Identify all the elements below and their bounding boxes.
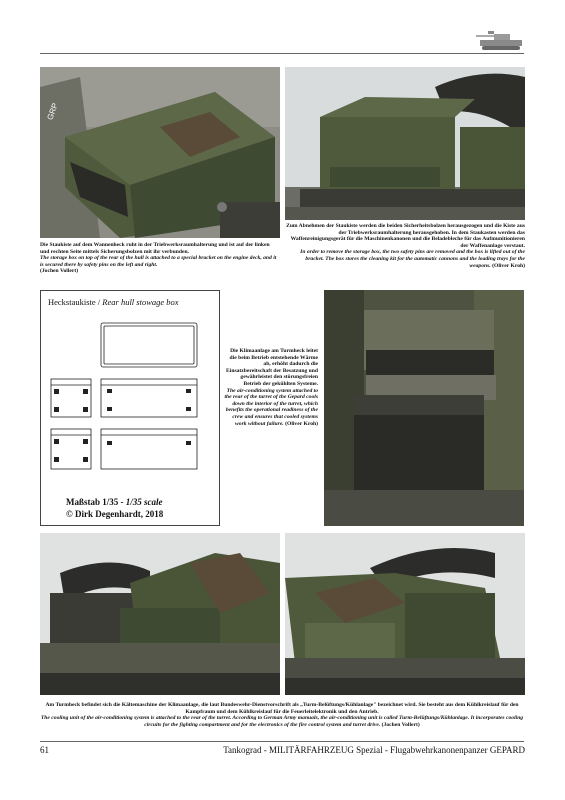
scale-de: Maßstab 1/35 -	[66, 497, 126, 507]
scale-drawing-rear-hull-box	[40, 290, 220, 526]
drawing-copyright: © Dirk Degenhardt, 2018	[66, 509, 164, 519]
scale-en: 1/35 scale	[125, 497, 163, 507]
photo-turret-rear-right	[285, 533, 525, 695]
footer-rule	[40, 741, 524, 742]
photo-credit: (Oliver Kroh)	[285, 420, 318, 427]
caption-storage-box-hull	[40, 242, 280, 275]
drawing-title-de: Heckstaukiste /	[48, 297, 103, 307]
caption-en	[285, 249, 525, 269]
caption-de: Zum Abnehmen der Staukiste werden die beiden Sicherheitsbolzen herausgezogen und die Kiste aus der Triebwerksraumhalterung herausgehoben. In dem Staukasten werden das Waffenreinigungsgerät für die Maschinenkanonen und die Beladebleche für das Aufmunitionieren der Waffenanlage verstaut.	[286, 223, 525, 249]
photo-storage-box-hull	[40, 67, 280, 238]
caption-en-text: In order to remove the storage box, the two safety pins are removed and the box is lifted out of the bracket. The box stores the cleaning kit for the automatic cannons and the loading trays for the weapons.	[300, 249, 525, 269]
photo-credit: (Oliver Kroh)	[492, 262, 525, 269]
photo-credit: (Jochen Vollert)	[40, 268, 79, 275]
photo-storage-box-removed	[285, 67, 525, 220]
running-title: Tankograd - MILITÄRFAHRZEUG Spezial - Flugabwehrkanonenpanzer GEPARD	[223, 745, 525, 755]
caption-en	[40, 715, 524, 728]
drawing-title-en: Rear hull stowage box	[102, 297, 179, 307]
caption-air-conditioning	[222, 348, 318, 427]
caption-en-text: The air-conditioning system attached to the rear of the turret of the Gepard cools down the interior of the turret, which benefits the operational readiness of the crew and ensures that cooled systems work without failure.	[224, 387, 318, 427]
header-rule	[40, 53, 524, 54]
caption-de: Am Turmheck befindet sich die Kältemaschine der Klimaanlage, die laut Bundeswehr-Dienstvorschrift als „Turm-Belüftungs/Kühlanlage" bezeichnet wird. Sie besteht aus dem Kühlkreislauf für den Kampfraum und dem Kühlkreislauf für die Feuerleitelektronik und den Antrieb.	[45, 702, 519, 715]
plate-text: GRP	[45, 101, 60, 122]
caption-en-text: The cooling unit of the air-conditioning system is attached to the rear of the turret. According to German Army manuals, the air-conditioning unit is called Turm-Belüftungs/Kühlanlage. It incorporates cooling circuits for the fighting compartment and for the electronics of the fire control system and turret drive.	[40, 715, 524, 728]
photo-credit: (Jochen Vollert)	[381, 721, 420, 728]
drawing-scale	[66, 496, 163, 520]
caption-turret-cooling-unit	[40, 702, 524, 728]
photo-turret-rear-left	[40, 533, 280, 695]
caption-storage-box-removed	[285, 223, 525, 269]
caption-de: Die Klimaanlage am Turmheck leitet die beim Betrieb entstehende Wärme ab, erhöht dadurch die Einsatzbereitschaft der Besatzung und gewährleistet den störungsfreien Betrieb der gekühlten Systeme.	[226, 348, 318, 387]
photo-air-conditioning-unit	[324, 290, 524, 526]
page-number: 61	[40, 745, 49, 755]
caption-de: Die Staukiste auf dem Wannenheck ruht in der Triebwerksraumhalterung und ist auf der linken und rechten Seite mittels Sicherungsbolzen mit ihr verbunden.	[40, 242, 270, 255]
tank-silhouette-icon	[476, 28, 524, 52]
caption-en: The storage box on top of the rear of the hull is attached to a special bracket on the engine deck, and it is secured there by safety pins on the left and right.	[40, 255, 277, 268]
drawing-title	[48, 297, 179, 307]
caption-en	[222, 388, 318, 428]
box-line-drawings	[41, 311, 219, 491]
